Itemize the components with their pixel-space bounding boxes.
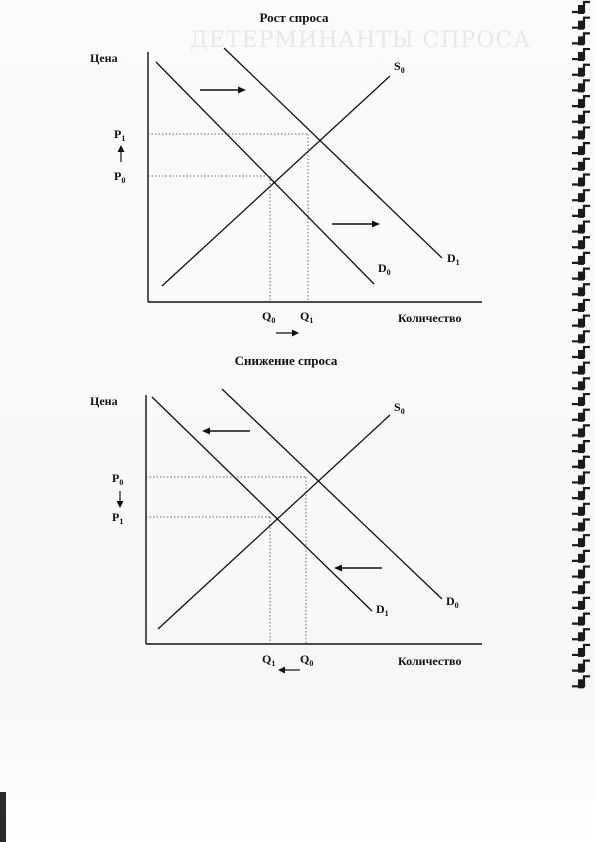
binding-ring [572, 567, 590, 579]
price-low-label: $P_0$ [114, 169, 126, 185]
price-up-arrow [118, 145, 125, 162]
shift-arrow-left-upper [202, 428, 250, 435]
shift-arrow-right-lower [332, 221, 380, 228]
quantity-left-arrow [278, 667, 300, 674]
binding-ring [572, 112, 590, 124]
binding-ring [572, 676, 590, 688]
quantity-right-arrow [276, 330, 299, 337]
price-down-arrow [117, 491, 124, 508]
binding-ring [572, 206, 590, 218]
binding-ring [572, 629, 590, 641]
binding-ring [572, 645, 590, 657]
binding-ring [572, 472, 590, 484]
supply-curve [158, 415, 390, 629]
binding-ring [572, 535, 590, 547]
x-axis-label: Количество [398, 654, 462, 668]
binding-ring [572, 143, 590, 155]
binding-ring [572, 237, 590, 249]
binding-ring [572, 316, 590, 328]
price-high-label: $P_1$ [114, 127, 126, 143]
demand-curve-shifted [152, 397, 372, 611]
binding-ring [572, 441, 590, 453]
binding-ring [572, 582, 590, 594]
binding-ring [572, 520, 590, 532]
quantity-right-label: $Q_0$ [300, 652, 314, 668]
price-low-label: $P_1$ [112, 510, 124, 526]
demand-increase-diagram [0, 0, 595, 345]
binding-ring [572, 488, 590, 500]
binding-ring [572, 2, 590, 14]
binding-ring [572, 363, 590, 375]
y-axis-label: Цена [90, 394, 118, 408]
binding-ring [572, 457, 590, 469]
binding-ring [572, 284, 590, 296]
y-axis-label: Цена [90, 51, 118, 65]
binding-ring [572, 425, 590, 437]
supply-label: $S_0$ [394, 59, 405, 75]
binding-ring [572, 18, 590, 30]
binding-ring [572, 33, 590, 45]
binding-ring [572, 269, 590, 281]
bleed-through-heading: ДЕТЕРМИНАНТЫ СПРОСА [190, 28, 531, 53]
binding-ring [572, 551, 590, 563]
demand-curve-original [156, 62, 374, 284]
demand-curve-original [222, 389, 442, 599]
binding-ring [572, 127, 590, 139]
chart-title: Снижение спроса [234, 353, 338, 368]
price-high-label: $P_0$ [112, 471, 124, 487]
quantity-left-label: $Q_0$ [262, 309, 276, 325]
binding-ring [572, 598, 590, 610]
binding-ring [572, 378, 590, 390]
binding-ring [572, 253, 590, 265]
chart-title: Рост спроса [259, 10, 329, 25]
binding-ring [572, 175, 590, 187]
supply-curve [162, 76, 390, 286]
binding-ring [572, 65, 590, 77]
spiral-binding [560, 0, 595, 700]
demand-curve-shifted [224, 48, 442, 258]
x-axis-label: Количество [398, 311, 462, 325]
binding-ring [572, 504, 590, 516]
binding-ring [572, 49, 590, 61]
binding-ring [572, 614, 590, 626]
scan-edge-mark [0, 792, 6, 842]
binding-ring [572, 300, 590, 312]
demand-old-label: $D_0$ [378, 261, 391, 277]
binding-ring [572, 410, 590, 422]
binding-ring [572, 190, 590, 202]
demand-decrease-diagram [0, 345, 595, 685]
demand-new-label: $D_1$ [447, 251, 460, 267]
demand-new-label: $D_1$ [376, 602, 389, 618]
binding-ring [572, 661, 590, 673]
binding-ring [572, 80, 590, 92]
binding-ring [572, 159, 590, 171]
binding-ring [572, 331, 590, 343]
supply-label: $S_0$ [394, 400, 405, 416]
binding-ring [572, 394, 590, 406]
quantity-right-label: $Q_1$ [300, 309, 314, 325]
shift-arrow-right-upper [200, 87, 246, 94]
quantity-left-label: $Q_1$ [262, 652, 276, 668]
binding-ring [572, 347, 590, 359]
binding-ring [572, 222, 590, 234]
shift-arrow-left-lower [334, 565, 382, 572]
binding-ring [572, 96, 590, 108]
demand-old-label: $D_0$ [446, 594, 459, 610]
